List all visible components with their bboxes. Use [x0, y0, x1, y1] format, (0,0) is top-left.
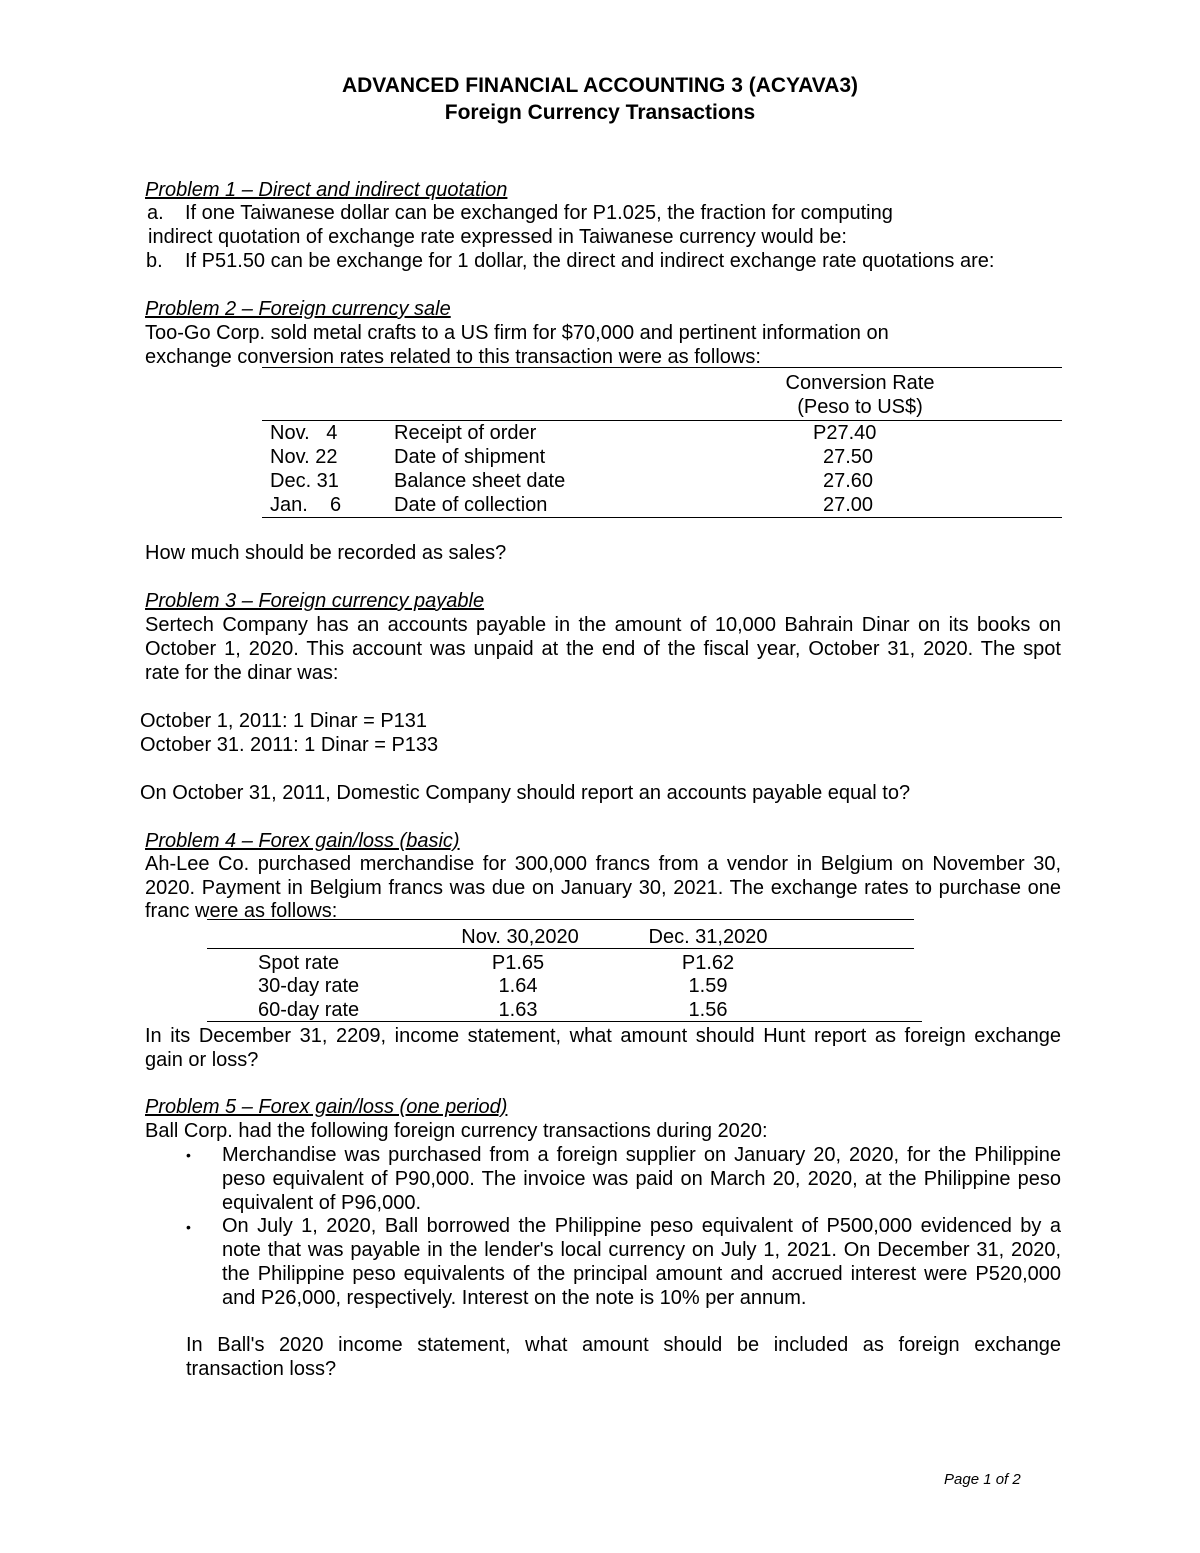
forex-table-header-rule — [207, 948, 914, 949]
row-rate: 27.60 — [823, 470, 874, 492]
problem-5-bullet1-line2: peso equivalent of P90,000. The invoice was paid on March 20, 2020, at the Philippine peso — [222, 1168, 1061, 1190]
problem-5-bullet2-line2: note that was payable in the lender's local currency on July 1, 2021. On December 31, 2020, — [222, 1239, 1061, 1261]
problem-5-bullet1-line1: Merchandise was purchased from a foreign supplier on January 20, 2020, for the Philippine — [222, 1144, 1061, 1166]
problem-2-question: How much should be recorded as sales? — [145, 542, 507, 564]
row-rate: 27.00 — [823, 494, 874, 516]
problem-1-b-line1: If P51.50 can be exchange for 1 dollar, the direct and indirect exchange rate quotations are: — [185, 250, 995, 272]
problem-3-para-line3: rate for the dinar was: — [145, 662, 339, 684]
problem-4-question-line1: In its December 31, 2209, income statement, what amount should Hunt report as foreign exchange — [145, 1025, 1061, 1047]
row-date: Nov. 4 — [270, 422, 338, 444]
page-number: Page 1 of 2 — [944, 1471, 1021, 1488]
problem-4-para-line1: Ah-Lee Co. purchased merchandise for 300,000 francs from a vendor in Belgium on November 30, — [145, 853, 1061, 875]
forex-row-label: 30-day rate — [258, 975, 360, 997]
problem-4-para-line3: franc were as follows: — [145, 900, 338, 922]
problem-4-question-line2: gain or loss? — [145, 1049, 259, 1071]
problem-4-heading: Problem 4 – Forex gain/loss (basic) — [145, 830, 460, 852]
document-title: ADVANCED FINANCIAL ACCOUNTING 3 (ACYAVA3) — [341, 74, 859, 97]
forex-col-nov: Nov. 30,2020 — [461, 926, 579, 948]
table-header-rule — [262, 420, 1062, 421]
bullet-icon: • — [186, 1219, 191, 1235]
row-rate: 27.50 — [823, 446, 874, 468]
problem-3-heading: Problem 3 – Foreign currency payable — [145, 590, 485, 612]
problem-5-question-line1: In Ball's 2020 income statement, what amount should be included as foreign exchange — [186, 1334, 1061, 1356]
row-event: Date of shipment — [394, 446, 546, 468]
problem-5-bullet2-line3: the Philippine peso equivalents of the principal amount and accrued interest were P520,000 — [222, 1263, 1061, 1285]
problem-3-rate2: October 31. 2011: 1 Dinar = P133 — [140, 734, 439, 756]
forex-row-label: Spot rate — [258, 952, 340, 974]
row-date: Dec. 31 — [270, 470, 339, 492]
problem-1-a-line2: indirect quotation of exchange rate expressed in Taiwanese currency would be: — [148, 226, 847, 248]
forex-row-nov: 1.63 — [498, 999, 538, 1021]
forex-table-top-rule — [207, 919, 914, 920]
row-date: Nov. 22 — [270, 446, 338, 468]
forex-row-nov: 1.64 — [498, 975, 538, 997]
problem-5-bullet2-line4: and P26,000, respectively. Interest on the note is 10% per annum. — [222, 1287, 807, 1309]
problem-1-a-label: a. — [147, 202, 164, 224]
table-top-rule — [262, 367, 1062, 368]
problem-1-a-line1: If one Taiwanese dollar can be exchanged for P1.025, the fraction for computing — [185, 202, 893, 224]
problem-5-heading: Problem 5 – Forex gain/loss (one period) — [145, 1096, 508, 1118]
problem-5-bullet2-line1: On July 1, 2020, Ball borrowed the Philippine peso equivalent of P500,000 evidenced by a — [222, 1215, 1061, 1237]
problem-3-rate1: October 1, 2011: 1 Dinar = P131 — [140, 710, 428, 732]
forex-col-dec: Dec. 31,2020 — [648, 926, 768, 948]
bullet-icon: • — [186, 1147, 191, 1163]
table-bottom-rule — [262, 517, 1062, 518]
problem-2-line1: Too-Go Corp. sold metal crafts to a US firm for $70,000 and pertinent information on — [145, 322, 889, 344]
problem-5-question-line2: transaction loss? — [186, 1358, 337, 1380]
forex-row-label: 60-day rate — [258, 999, 360, 1021]
problem-1-b-label: b. — [146, 250, 163, 272]
problem-3-question: On October 31, 2011, Domestic Company should report an accounts payable equal to? — [140, 782, 911, 804]
problem-4-para-line2: 2020. Payment in Belgium francs was due on January 30, 2021. The exchange rates to purchase one — [145, 877, 1061, 899]
conversion-rate-header: Conversion Rate — [785, 372, 935, 394]
row-date: Jan. 6 — [270, 494, 342, 516]
problem-2-heading: Problem 2 – Foreign currency sale — [145, 298, 451, 320]
problem-3-para-line2: October 1, 2020. This account was unpaid at the end of the fiscal year, October 31, 2020. The spot — [145, 638, 1061, 660]
row-rate: P27.40 — [813, 422, 877, 444]
problem-2-line2: exchange conversion rates related to this transaction were as follows: — [145, 346, 761, 368]
forex-row-dec: 1.59 — [688, 975, 728, 997]
problem-1-heading: Problem 1 – Direct and indirect quotation — [145, 179, 508, 201]
forex-row-dec: P1.62 — [681, 952, 735, 974]
forex-row-dec: 1.56 — [688, 999, 728, 1021]
conversion-rate-subheader: (Peso to US$) — [797, 396, 923, 418]
forex-table-bottom-rule — [207, 1021, 922, 1022]
problem-3-para-line1: Sertech Company has an accounts payable in the amount of 10,000 Bahrain Dinar on its books on — [145, 614, 1061, 636]
row-event: Date of collection — [394, 494, 548, 516]
row-event: Balance sheet date — [394, 470, 566, 492]
problem-5-bullet1-line3: equivalent of P96,000. — [222, 1192, 422, 1214]
row-event: Receipt of order — [394, 422, 537, 444]
document-subtitle: Foreign Currency Transactions — [444, 101, 756, 124]
forex-row-nov: P1.65 — [491, 952, 545, 974]
problem-5-intro: Ball Corp. had the following foreign currency transactions during 2020: — [145, 1120, 768, 1142]
